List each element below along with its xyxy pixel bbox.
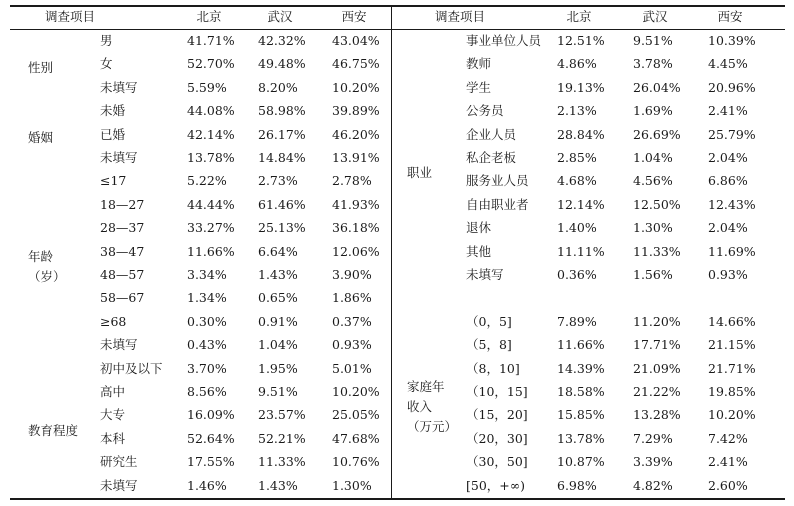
group-label: （万元） bbox=[407, 419, 458, 435]
row-value: 14.39% bbox=[557, 360, 605, 376]
row-value: 12.51% bbox=[557, 33, 605, 48]
row-value: 9.51% bbox=[258, 384, 298, 399]
row-value: 46.75% bbox=[332, 56, 380, 72]
row-value: 5.01% bbox=[332, 360, 372, 376]
row-value: 21.71% bbox=[708, 360, 756, 376]
row-value: 3.70% bbox=[187, 360, 227, 376]
group-label: 婚姻 bbox=[28, 130, 54, 146]
row-value: 21.09% bbox=[633, 360, 681, 376]
row-value: 44.44% bbox=[187, 196, 235, 212]
row-value: 21.22% bbox=[633, 384, 681, 399]
row-value: 0.91% bbox=[258, 313, 298, 329]
row-value: 4.68% bbox=[557, 173, 597, 189]
row-value: 17.71% bbox=[633, 337, 681, 353]
row-value: 1.43% bbox=[258, 267, 298, 282]
row-value: 12.43% bbox=[708, 196, 756, 212]
row-value: 1.95% bbox=[258, 360, 298, 376]
row-label: 服务业人员 bbox=[466, 173, 529, 189]
header-city: 西安 bbox=[717, 9, 743, 24]
row-label: 已婚 bbox=[100, 126, 126, 142]
group-label: （岁） bbox=[28, 269, 66, 284]
row-value: 33.27% bbox=[187, 220, 235, 236]
row-label: （20，30] bbox=[466, 430, 528, 446]
row-value: 14.66% bbox=[708, 313, 756, 329]
row-value: 23.57% bbox=[258, 407, 306, 423]
row-value: 13.78% bbox=[187, 150, 235, 165]
row-label: 未填写 bbox=[100, 150, 138, 165]
row-value: 39.89% bbox=[332, 103, 380, 119]
row-value: 11.33% bbox=[633, 243, 681, 259]
row-value: 0.30% bbox=[187, 313, 227, 329]
row-label: 女 bbox=[100, 56, 113, 72]
row-value: 2.13% bbox=[557, 103, 597, 119]
row-value: 0.43% bbox=[187, 337, 227, 353]
group-label: 年龄 bbox=[28, 249, 54, 264]
row-value: 4.45% bbox=[708, 56, 748, 72]
row-label: （5，8] bbox=[466, 337, 512, 353]
row-value: 47.68% bbox=[332, 430, 380, 446]
row-value: 52.64% bbox=[187, 430, 235, 446]
row-value: 61.46% bbox=[258, 196, 306, 212]
row-value: 2.41% bbox=[708, 103, 748, 119]
row-value: 3.34% bbox=[187, 267, 227, 282]
row-value: 4.56% bbox=[633, 173, 673, 189]
row-value: 5.59% bbox=[187, 79, 227, 95]
row-label: 男 bbox=[100, 33, 113, 48]
row-value: 10.20% bbox=[332, 79, 380, 95]
row-label: （8，10] bbox=[466, 360, 520, 376]
row-label: 38—47 bbox=[100, 243, 145, 259]
row-label: 28—37 bbox=[100, 220, 145, 236]
row-value: 11.66% bbox=[557, 337, 605, 353]
row-label: 教师 bbox=[466, 56, 492, 72]
row-label: 自由职业者 bbox=[466, 196, 529, 212]
row-value: 3.78% bbox=[633, 56, 673, 72]
row-value: 1.46% bbox=[187, 477, 227, 493]
row-value: 26.04% bbox=[633, 79, 681, 95]
row-value: 28.84% bbox=[557, 126, 605, 142]
row-value: 0.93% bbox=[332, 337, 372, 353]
row-label: 私企老板 bbox=[466, 150, 517, 165]
row-label: （30，50] bbox=[466, 454, 528, 470]
row-value: 1.34% bbox=[187, 290, 227, 306]
row-label: 18—27 bbox=[100, 196, 145, 212]
row-value: 2.78% bbox=[332, 173, 372, 189]
row-value: 9.51% bbox=[633, 33, 673, 48]
header-item: 调查项目 bbox=[434, 9, 485, 24]
row-value: 10.76% bbox=[332, 454, 380, 470]
row-value: 25.13% bbox=[258, 220, 306, 236]
row-label: 企业人员 bbox=[466, 126, 517, 142]
row-value: 18.58% bbox=[557, 384, 605, 399]
row-label: 高中 bbox=[100, 384, 126, 399]
row-value: 8.20% bbox=[258, 79, 298, 95]
row-value: 11.20% bbox=[633, 313, 681, 329]
row-value: 7.89% bbox=[557, 313, 597, 329]
row-label: 大专 bbox=[100, 407, 126, 423]
row-value: 42.14% bbox=[187, 126, 235, 142]
group-label: 家庭年 bbox=[407, 379, 445, 395]
row-value: 2.41% bbox=[708, 454, 748, 470]
row-value: 4.82% bbox=[633, 477, 673, 493]
row-value: 26.17% bbox=[258, 126, 306, 142]
row-value: 13.91% bbox=[332, 150, 380, 165]
row-value: 0.65% bbox=[258, 290, 298, 306]
row-label: ≥68 bbox=[100, 313, 127, 329]
row-value: 1.69% bbox=[633, 103, 673, 119]
survey-table bbox=[10, 5, 785, 500]
row-value: 1.56% bbox=[633, 267, 673, 282]
row-value: 21.15% bbox=[708, 337, 756, 353]
row-value: 20.96% bbox=[708, 79, 756, 95]
row-value: 1.30% bbox=[332, 477, 372, 493]
row-value: 2.04% bbox=[708, 150, 748, 165]
row-value: 42.32% bbox=[258, 33, 306, 48]
header-city: 武汉 bbox=[642, 9, 668, 24]
row-value: 0.93% bbox=[708, 267, 748, 282]
row-label: 其他 bbox=[466, 243, 492, 259]
row-value: 12.14% bbox=[557, 196, 605, 212]
row-value: 7.42% bbox=[708, 430, 748, 446]
row-value: 41.93% bbox=[332, 196, 380, 212]
row-value: 19.13% bbox=[557, 79, 605, 95]
row-label: ≤17 bbox=[100, 173, 127, 189]
row-label: 初中及以下 bbox=[100, 360, 163, 376]
header-city: 武汉 bbox=[267, 9, 293, 24]
group-label: 收入 bbox=[407, 399, 433, 415]
row-value: 2.73% bbox=[258, 173, 298, 189]
row-value: 52.70% bbox=[187, 56, 235, 72]
row-value: 3.90% bbox=[332, 267, 372, 282]
row-value: 25.05% bbox=[332, 407, 380, 423]
row-label: 未填写 bbox=[100, 477, 138, 493]
row-label: （15，20] bbox=[466, 407, 528, 423]
row-value: 43.04% bbox=[332, 33, 380, 48]
center-divider bbox=[391, 5, 392, 500]
row-label: [50，+∞) bbox=[466, 477, 526, 493]
row-label: 学生 bbox=[466, 79, 492, 95]
row-value: 14.84% bbox=[258, 150, 306, 165]
row-value: 46.20% bbox=[332, 126, 380, 142]
row-label: 公务员 bbox=[466, 103, 504, 119]
row-value: 17.55% bbox=[187, 454, 235, 470]
row-value: 58.98% bbox=[258, 103, 306, 119]
bottom-rule bbox=[10, 498, 785, 500]
row-value: 2.85% bbox=[557, 150, 597, 165]
row-label: 未填写 bbox=[100, 337, 138, 353]
row-label: 本科 bbox=[100, 430, 126, 446]
row-value: 13.28% bbox=[633, 407, 681, 423]
row-value: 1.04% bbox=[258, 337, 298, 353]
row-value: 36.18% bbox=[332, 220, 380, 236]
row-value: 11.66% bbox=[187, 243, 235, 259]
row-value: 1.04% bbox=[633, 150, 673, 165]
row-value: 6.98% bbox=[557, 477, 597, 493]
row-label: 48—57 bbox=[100, 267, 145, 282]
header-city: 北京 bbox=[196, 9, 222, 24]
row-value: 44.08% bbox=[187, 103, 235, 119]
row-value: 19.85% bbox=[708, 384, 756, 399]
row-value: 7.29% bbox=[633, 430, 673, 446]
row-label: 未填写 bbox=[466, 267, 504, 282]
row-value: 0.36% bbox=[557, 267, 597, 282]
row-value: 11.33% bbox=[258, 454, 306, 470]
row-label: （0，5] bbox=[466, 313, 512, 329]
row-value: 3.39% bbox=[633, 454, 673, 470]
row-value: 2.60% bbox=[708, 477, 748, 493]
row-value: 11.11% bbox=[557, 243, 605, 259]
row-label: 未填写 bbox=[100, 79, 138, 95]
row-value: 26.69% bbox=[633, 126, 681, 142]
row-value: 10.87% bbox=[557, 454, 605, 470]
row-value: 2.04% bbox=[708, 220, 748, 236]
row-value: 5.22% bbox=[187, 173, 227, 189]
row-value: 1.43% bbox=[258, 477, 298, 493]
row-value: 25.79% bbox=[708, 126, 756, 142]
row-label: 未婚 bbox=[100, 103, 126, 119]
group-label: 教育程度 bbox=[28, 422, 79, 438]
row-value: 49.48% bbox=[258, 56, 306, 72]
header-item: 调查项目 bbox=[44, 9, 95, 24]
header-city: 北京 bbox=[566, 9, 592, 24]
row-value: 1.86% bbox=[332, 290, 372, 306]
row-value: 6.86% bbox=[708, 173, 748, 189]
row-value: 6.64% bbox=[258, 243, 298, 259]
row-value: 1.30% bbox=[633, 220, 673, 236]
row-value: 15.85% bbox=[557, 407, 605, 423]
row-value: 10.20% bbox=[332, 384, 380, 399]
row-label: 退休 bbox=[466, 220, 492, 236]
row-value: 10.39% bbox=[708, 33, 756, 48]
row-value: 16.09% bbox=[187, 407, 235, 423]
row-label: 58—67 bbox=[100, 290, 145, 306]
row-value: 0.37% bbox=[332, 313, 372, 329]
row-value: 8.56% bbox=[187, 384, 227, 399]
row-value: 11.69% bbox=[708, 243, 756, 259]
group-label: 性别 bbox=[28, 60, 54, 76]
row-label: （10，15] bbox=[466, 384, 528, 399]
row-label: 事业单位人员 bbox=[466, 33, 542, 48]
header-rule bbox=[10, 29, 785, 30]
row-value: 52.21% bbox=[258, 430, 306, 446]
row-value: 41.71% bbox=[187, 33, 235, 48]
row-value: 12.50% bbox=[633, 196, 681, 212]
header-city: 西安 bbox=[341, 9, 367, 24]
row-label: 研究生 bbox=[100, 454, 138, 470]
row-value: 4.86% bbox=[557, 56, 597, 72]
row-value: 1.40% bbox=[557, 220, 597, 236]
row-value: 13.78% bbox=[557, 430, 605, 446]
group-label: 职业 bbox=[407, 165, 433, 181]
row-value: 12.06% bbox=[332, 243, 380, 259]
top-rule bbox=[10, 5, 785, 7]
row-value: 10.20% bbox=[708, 407, 756, 423]
